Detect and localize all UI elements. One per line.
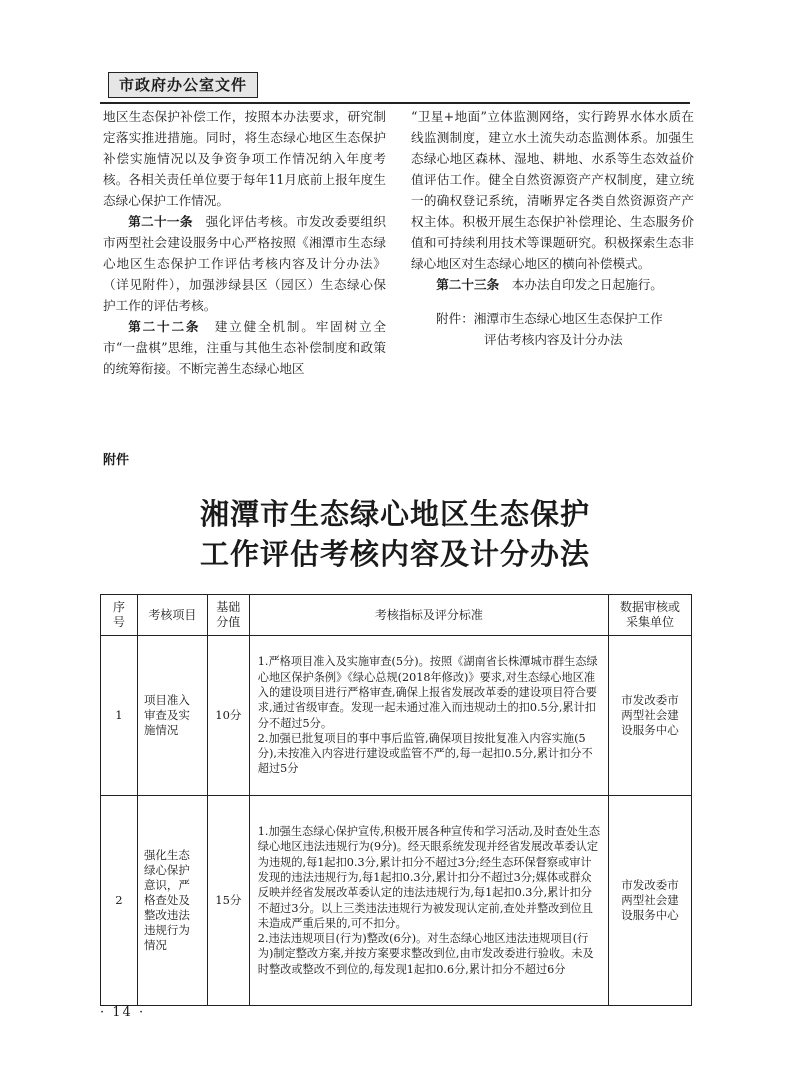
standard-clause-1: 1.加强生态绿心保护宣传,积极开展各种宣传和学习活动,及时查处生态绿心地区违法违规行为(9分)。经天眼系统发现并经省发展改革委认定为违规的,每1起扣0.3分,累计扣分不超过3分;经生态环保督察或审计发现的违法违规行为,每1起扣0.3分,累计扣分不超过3分;媒体或群众反映并经省发展改革委认定的违法违规行为,每1起扣0.3分,累计扣分不超过3分。以上三类违法违规行为被发现认定前,查处并整改到位且未造成严重后果的,可不扣分。: [257, 825, 601, 930]
table-row: [101, 636, 692, 796]
header-title: 市政府办公室文件: [108, 72, 258, 98]
table-row: [101, 796, 692, 1006]
cell-item: 项目准入审查及实施情况: [137, 636, 207, 796]
standard-clause-2: 2.加强已批复项目的事中事后监管,确保项目按批复准入内容实施(5分),未按准入内容进行建设或监管不严的,每一起扣0.5分,累计扣分不超过5分: [257, 731, 593, 776]
cell-standard: [249, 796, 608, 1006]
appendix-title-line-2: 工作评估考核内容及计分办法: [199, 537, 590, 571]
article-23-label: 第二十三条: [436, 277, 500, 292]
article-21-text: 强化评估考核。市发改委要组织市两型社会建设服务中心严格按照《湘潭市生态绿心地区生态保护工作评估考核内容及计分办法》（详见附件），加强涉绿县区（园区）生态绿心保护工作的评估考核。: [103, 214, 386, 313]
cell-no: 2: [101, 796, 138, 1006]
left-paragraph-1: 地区生态保护补偿工作，按照本办法要求，研究制定落实推进措施。同时，将生态绿心地区生态保护补偿实施情况以及争资争项工作情况纳入年度考核。各相关责任单位要于每年11月底前上报年度生态绿心保护工作情况。: [103, 109, 386, 208]
running-header: [100, 70, 690, 104]
attachment-note-line-1: 附件：湘潭市生态绿心地区生态保护工作: [436, 311, 663, 326]
header-base: 基础分值: [207, 595, 249, 636]
cell-base: 15分: [207, 796, 249, 1006]
article-23: [411, 274, 694, 295]
header-no: 序号: [101, 595, 138, 636]
article-23-text: 本办法自印发之日起施行。: [499, 277, 663, 292]
standard-clause-2: 2.违法违规项目(行为)整改(6分)。对生态绿心地区违法违规项目(行为)制定整改方案,并按方案要求整改到位,由市发改委进行验收。未及时整改或整改不到位的,每发现1起扣0.6分,累计扣分不超过6分: [257, 932, 594, 976]
attachment-note-line-2: 评估考核内容及计分办法: [484, 332, 623, 347]
cell-no: 1: [101, 636, 138, 796]
header-unit: 数据审核或采集单位: [609, 595, 692, 636]
right-column: [411, 106, 694, 350]
appendix-title-line-1: 湘潭市生态绿心地区生态保护: [199, 497, 590, 531]
article-21-label: 第二十一条: [128, 214, 193, 229]
header-standard: 考核指标及评分标准: [249, 595, 608, 636]
article-22-label: 第二十二条: [128, 319, 201, 334]
cell-item: 强化生态绿心保护意识，严格查处及整改违法违规行为情况: [137, 796, 207, 1006]
table-header-row: [101, 595, 692, 636]
cell-standard: [249, 636, 608, 796]
page-number: · 14 ·: [100, 1005, 146, 1020]
right-paragraph-1: “卫星+地面”立体监测网络，实行跨界水体水质在线监测制度，建立水土流失动态监测体系。加强生态绿心地区森林、湿地、耕地、水系等生态效益价值评估工作。健全自然资源资产产权制度，建立统一的确权登记系统，清晰界定各类自然资源资产产权主体。积极开展生态保护补偿理论、生态服务价值和可持续利用技术等课题研究。积极探索生态非绿心地区对生态绿心地区的横向补偿模式。: [411, 109, 694, 271]
cell-unit: 市发改委市两型社会建设服务中心: [609, 636, 692, 796]
appendix-label: 附件: [103, 453, 130, 468]
cell-unit: 市发改委市两型社会建设服务中心: [609, 796, 692, 1006]
assessment-table: [100, 594, 692, 1006]
article-21: [103, 211, 386, 316]
appendix-title: [100, 494, 690, 574]
header-rule: [100, 102, 690, 104]
article-22: [103, 316, 386, 379]
cell-base: 10分: [207, 636, 249, 796]
left-column: [103, 106, 386, 379]
article-22-text: 建立健全机制。牢固树立全市“一盘棋”思维，注重与其他生态补偿制度和政策的统筹衔接。不断完善生态绿心地区: [103, 319, 387, 376]
standard-clause-1: 1.严格项目准入及实施审查(5分)。按照《湖南省长株潭城市群生态绿心地区保护条例》《绿心总规(2018年修改)》要求,对生态绿心地区准入的建设项目进行严格审查,确保上报省发展改革委的建设项目符合要求,通过省级审查。发现一起未通过准入而违规动土的扣0.5分,累计扣分不超过5分。: [257, 655, 598, 730]
header-item: 考核项目: [137, 595, 207, 636]
